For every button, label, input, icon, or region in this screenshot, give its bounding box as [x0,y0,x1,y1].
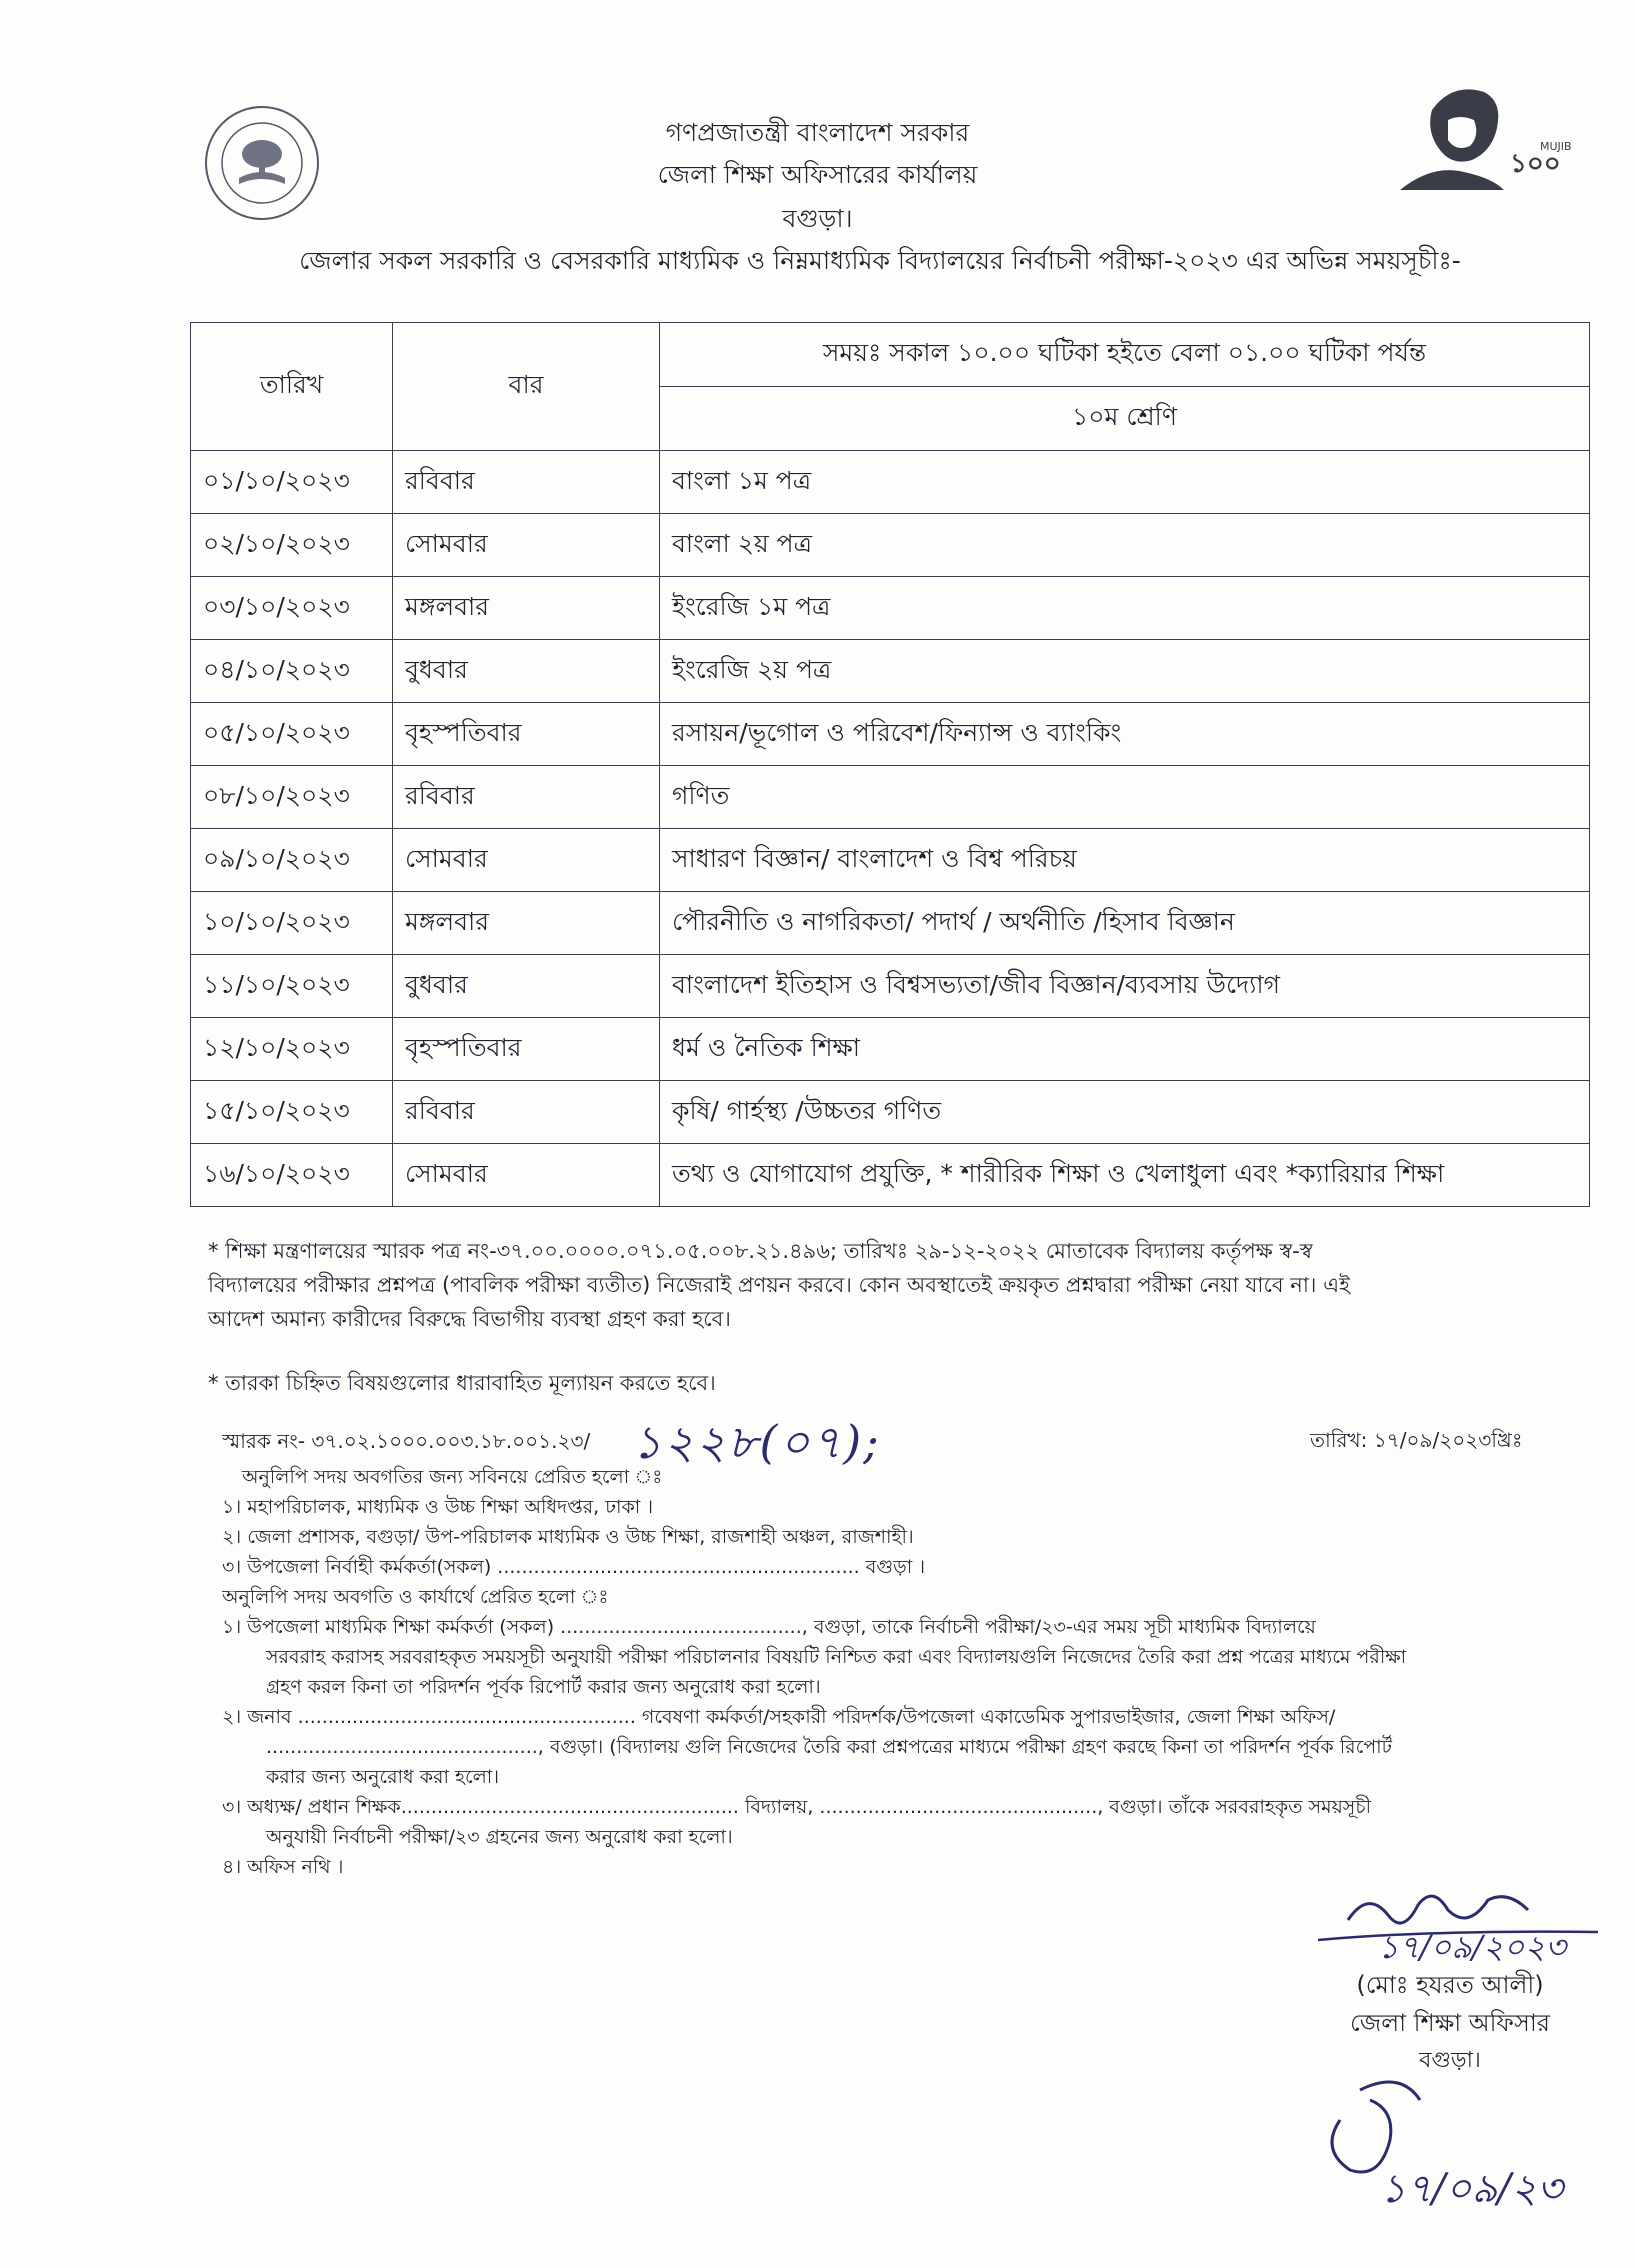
cell-date: ১০/১০/২০২৩ [191,892,393,955]
table-row [191,829,1590,892]
cell-date: ০৫/১০/২০২৩ [191,703,393,766]
cell-date: ১২/১০/২০২৩ [191,1018,393,1081]
cell-day: মঙ্গলবার [393,892,660,955]
svg-text:১৭/০৯/২০২৩: ১৭/০৯/২০২৩ [1378,1928,1566,1966]
svg-text:MUJIB: MUJIB [1540,140,1572,153]
schedule-title: জেলার সকল সরকারি ও বেসরকারি মাধ্যমিক ও নিম্নমাধ্যমিক বিদ্যালয়ের নির্বাচনী পরীক্ষা-২০২৩ এর অভিন্ন সময়সূচীঃ- [299,246,1461,275]
cell-date: ০২/১০/২০২৩ [191,514,393,577]
cell-date: ১১/১০/২০২৩ [191,955,393,1018]
table-row [191,1081,1590,1144]
header-office: জেলা শিক্ষা অফিসারের কার্যালয় [657,160,978,189]
table-row [191,514,1590,577]
cell-day: বুধবার [393,955,660,1018]
cell-subject: গণিত [660,766,1590,829]
table-row [191,955,1590,1018]
cell-day: সোমবার [393,829,660,892]
table-row [191,640,1590,703]
cell-subject: ইংরেজি ১ম পত্র [660,577,1590,640]
cell-day: সোমবার [393,514,660,577]
cell-subject: ধর্ম ও নৈতিক শিক্ষা [660,1018,1590,1081]
memo-number: স্মারক নং- ৩৭.০২.১০০০.০০৩.১৮.০০১.২৩/ [222,1429,591,1453]
header-government: গণপ্রজাতন্ত্রী বাংলাদেশ সরকার [665,118,970,147]
cell-day: রবিবার [393,451,660,514]
cell-subject: তথ্য ও যোগাযোগ প্রযুক্তি, * শারীরিক শিক্ষা ও খেলাধুলা এবং *ক্যারিয়ার শিক্ষা [660,1144,1590,1207]
header-district: বগুড়া। [782,204,853,233]
copy-list-information: অনুলিপি সদয় অবগতির জন্য সবিনয়ে প্রেরিত হলো ঃ ১। মহাপরিচালক, মাধ্যমিক ও উচ্চ শিক্ষা অধিদপ্তর, ঢাকা । ২। জেলা প্রশাসক, বগুড়া/ উপ-পরিচালক মাধ্যমিক ও উচ্চ শিক্ষা, রাজশাহী অঞ্চল, রাজশাহী। ৩। উপজেলা নির্বাহী কর্মকর্তা(সকল) ............................................................ বগুড়া । অনুলিপি সদয় অবগতি ও কার্যার্থে প্রেরিত হলো ঃ ১। উপজেলা মাধ্যমিক শিক্ষা কর্মকর্তা (সকল) ........................................, বগুড়া, তাকে নির্বাচনী পরীক্ষা/২৩-এর সময় সূচী মাধ্যমিক বিদ্যালয়ে সরবরাহ করাসহ সরবরাহকৃত সময়সূচী অনুযায়ী পরীক্ষা পরিচালনার বিষয়টি নিশ্চিত করা এবং বিদ্যালয়গুলি নিজেদের তৈরি করা প্রশ্ন পত্রের মাধ্যমে পরীক্ষা গ্রহণ করল কিনা তা পরিদর্শন পূর্বক রিপোর্ট করার জন্য অনুরোধ করা হলো। ২। জনাব ........................................................ গবেষণা কর্মকর্তা/সহকারী পরিদর্শক/উপজেলা একাডেমিক সুপারভাইজার, জেলা শিক্ষা অফিস/ ............................................., বগুড়া। (বিদ্যালয় গুলি নিজেদের তৈরি করা প্রশ্নপত্রের মাধ্যমে পরীক্ষা গ্রহণ করছে কিনা তা পরিদর্শন পূর্বক রিপোর্ট করার জন্য অনুরোধ করা হলো। ৩। অধ্যক্ষ/ প্রধান শিক্ষক........................................................ বিদ্যালয়, .............................................., বগুড়া। তাঁকে সরবরাহকৃত সময়সূচী অনুযায়ী নির্বাচনী পরীক্ষা/২৩ গ্রহনের জন্য অনুরোধ করা হলো। ৪। অফিস নথি । [222,1466,1407,1878]
table-row [191,892,1590,955]
cell-subject: বাংলা ২য় পত্র [660,514,1590,577]
signatory-place: বগুড়া। [1419,2048,1481,2073]
cell-subject: সাধারণ বিজ্ঞান/ বাংলাদেশ ও বিশ্ব পরিচয় [660,829,1590,892]
cell-subject: বাংলা ১ম পত্র [660,451,1590,514]
svg-text:১০০: ১০০ [1510,149,1561,179]
cell-date: ০১/১০/২০২৩ [191,451,393,514]
signatory-title: জেলা শিক্ষা অফিসার [1350,2009,1550,2037]
table-row [191,1144,1590,1207]
mujib-borsho-logo [1392,80,1582,196]
cell-day: বৃহস্পতিবার [393,703,660,766]
table-row [191,577,1590,640]
svg-text:১৭/০৯/২৩: ১৭/০৯/২৩ [1380,2166,1563,2210]
memo-date: তারিখ: ১৭/০৯/২০২৩খ্রিঃ [1310,1428,1523,1452]
time-header: সময়ঃ সকাল ১০.০০ ঘটিকা হইতে বেলা ০১.০০ ঘটিকা পর্যন্ত [660,323,1590,387]
cell-date: ০৯/১০/২০২৩ [191,829,393,892]
initials-scribble [1300,2060,1610,2210]
cell-subject: কৃষি/ গার্হস্থ্য /উচ্চতর গণিত [660,1081,1590,1144]
table-row [191,1018,1590,1081]
signature-scribble [1308,1880,1608,1970]
cell-subject: রসায়ন/ভূগোল ও পরিবেশ/ফিন্যান্স ও ব্যাংকিং [660,703,1590,766]
exam-schedule-table [190,322,1590,1207]
class-header: ১০ম শ্রেণি [660,387,1590,451]
col-header-day: বার [393,323,660,451]
cell-day: রবিবার [393,1081,660,1144]
cell-day: বুধবার [393,640,660,703]
cell-date: ০৪/১০/২০২৩ [191,640,393,703]
cell-date: ১৫/১০/২০২৩ [191,1081,393,1144]
memo-number-handwritten: ১২২৮(০৭); [632,1415,881,1469]
cell-subject: বাংলাদেশ ইতিহাস ও বিশ্বসভ্যতা/জীব বিজ্ঞান/ব্যবসায় উদ্যোগ [660,955,1590,1018]
cell-date: ১৬/১০/২০২৩ [191,1144,393,1207]
cell-day: সোমবার [393,1144,660,1207]
signatory-name: (মোঃ হযরত আলী) [1356,1971,1544,1999]
cell-date: ০৮/১০/২০২৩ [191,766,393,829]
col-header-date: তারিখ [191,323,393,451]
cell-date: ০৩/১০/২০২৩ [191,577,393,640]
cell-day: বৃহস্পতিবার [393,1018,660,1081]
table-row [191,766,1590,829]
table-row [191,451,1590,514]
cell-subject: ইংরেজি ২য় পত্র [660,640,1590,703]
note-ministry-memo: * শিক্ষা মন্ত্রণালয়ের স্মারক পত্র নং-৩৭.০০.০০০০.০৭১.০৫.০০৮.২১.৪৯৬; তারিখঃ ২৯-১২-২০২২ মোতাবেক বিদ্যালয় কর্তৃপক্ষ স্ব-স্ব বিদ্যালয়ের পরীক্ষার প্রশ্নপত্র (পাবলিক পরীক্ষা ব্যতীত) নিজেরাই প্রণয়ন করবে। কোন অবস্থাতেই ক্রয়কৃত প্রশ্নদ্বারা পরীক্ষা নেয়া যাবে না। এই আদেশ অমান্য কারীদের বিরুদ্ধে বিভাগীয় ব্যবস্থা গ্রহণ করা হবে। [208,1239,1350,1331]
note-starred-subjects: * তারকা চিহ্নিত বিষয়গুলোর ধারাবাহিত মূল্যায়ন করতে হবে। [208,1371,716,1395]
cell-day: মঙ্গলবার [393,577,660,640]
cell-day: রবিবার [393,766,660,829]
cell-subject: পৌরনীতি ও নাগরিকতা/ পদার্থ / অর্থনীতি /হিসাব বিজ্ঞান [660,892,1590,955]
table-row [191,703,1590,766]
